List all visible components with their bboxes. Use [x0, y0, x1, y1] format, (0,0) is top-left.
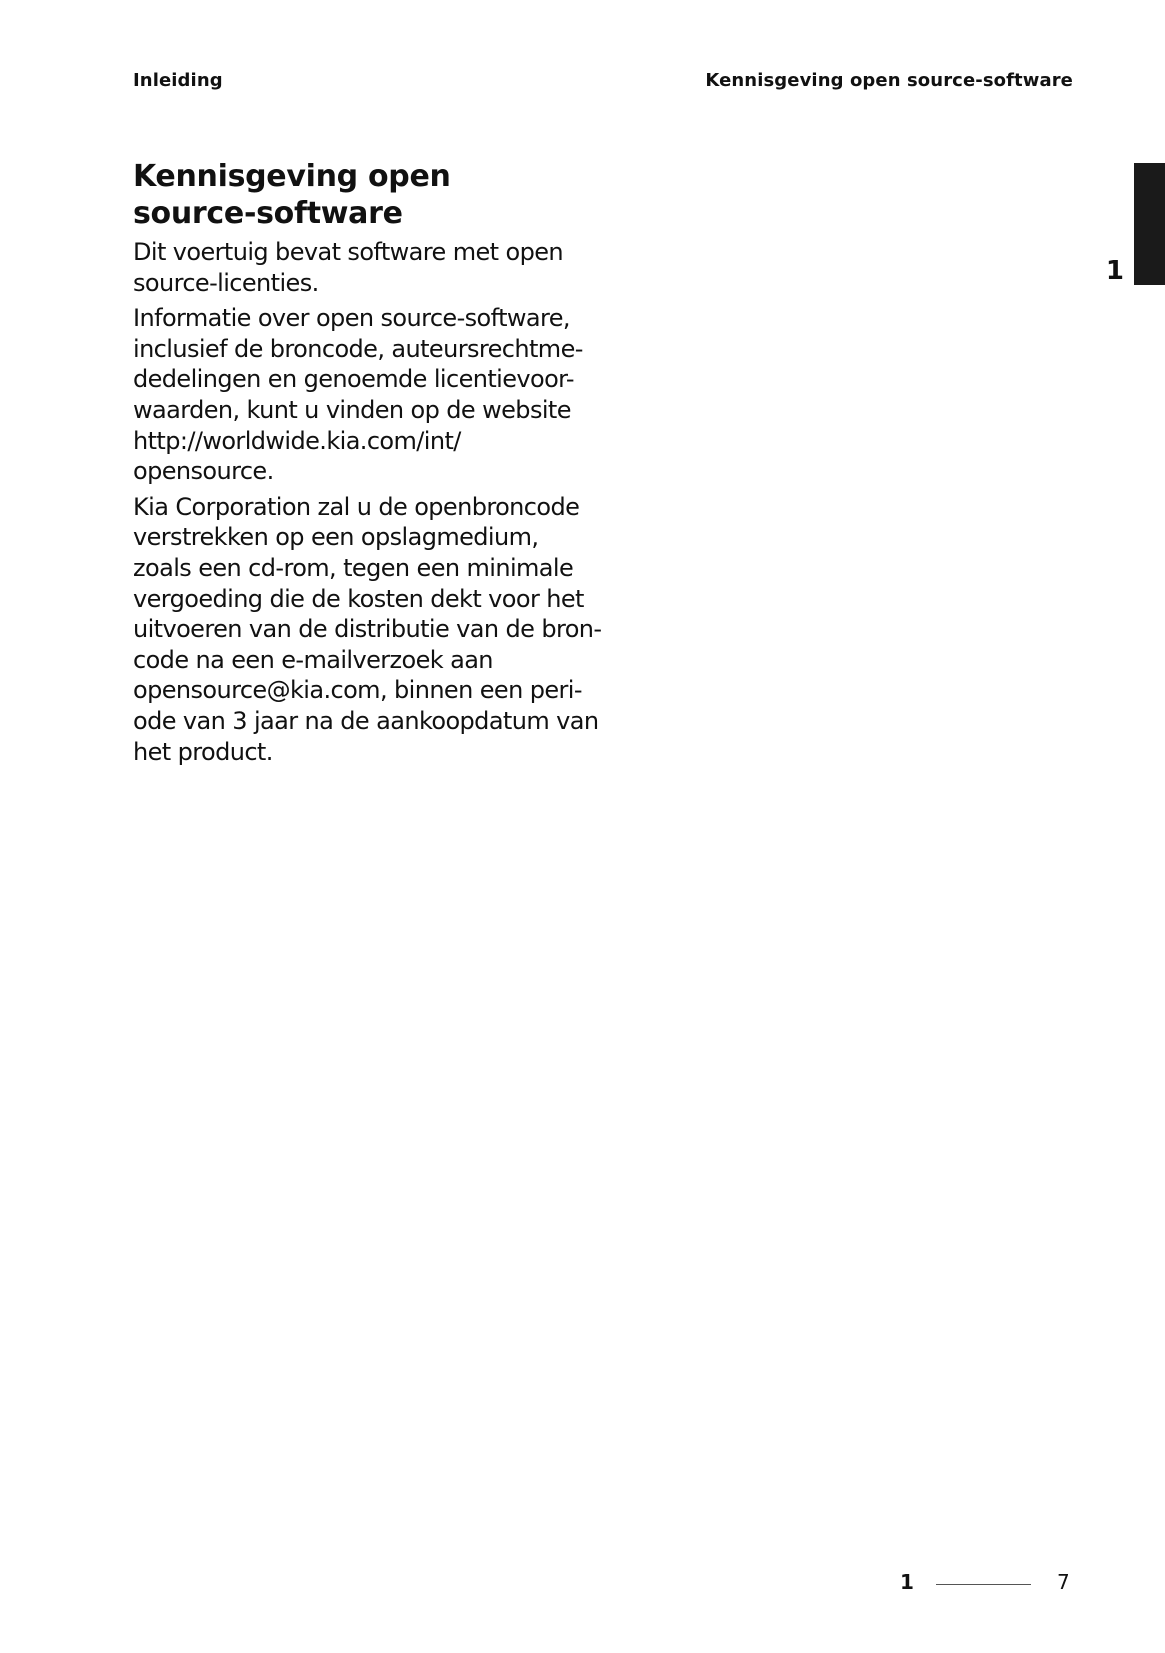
text-line: inclusief de broncode, auteursrechtme- [133, 334, 583, 363]
body-text [133, 237, 602, 772]
text-line: uitvoeren van de distributie van de bron- [133, 615, 602, 644]
text-line: ode van 3 jaar na de aankoopdatum van [133, 706, 599, 735]
text-line: verstrekken op een opslagmedium, [133, 523, 539, 552]
chapter-tab-number: 1 [1105, 256, 1124, 286]
footer-chapter-number: 1 [900, 1570, 914, 1594]
paragraph [133, 237, 588, 298]
paragraph [133, 303, 588, 487]
text-line: dedelingen en genoemde licentievoor- [133, 365, 574, 394]
text-line: het product. [133, 737, 273, 766]
text-line: vergoeding die de kosten dekt voor het [133, 584, 584, 613]
running-header-section: Inleiding [133, 70, 223, 91]
page-title: Kennisgeving open source-software [133, 159, 451, 231]
text-line: opensource@kia.com, binnen een peri- [133, 676, 582, 705]
text-line: zoals een cd-rom, tegen een minimale [133, 553, 574, 582]
chapter-tab-marker [1134, 163, 1165, 285]
running-header-title: Kennisgeving open source-software [705, 70, 1073, 91]
page-number: 7 [1057, 1570, 1070, 1594]
text-line: Kia Corporation zal u de openbroncode [133, 492, 580, 521]
paragraph [133, 492, 602, 767]
text-line: code na een e-mailverzoek aan [133, 645, 493, 674]
text-line: source-licenties. [133, 268, 319, 297]
text-line: Dit voertuig bevat software met open [133, 238, 563, 266]
text-line: waarden, kunt u vinden op de website [133, 395, 571, 424]
footer-divider [936, 1584, 1031, 1585]
text-line: Informatie over open source-software, [133, 304, 570, 333]
text-line: http://worldwide.kia.com/int/ [133, 426, 461, 455]
text-line: opensource. [133, 457, 274, 486]
